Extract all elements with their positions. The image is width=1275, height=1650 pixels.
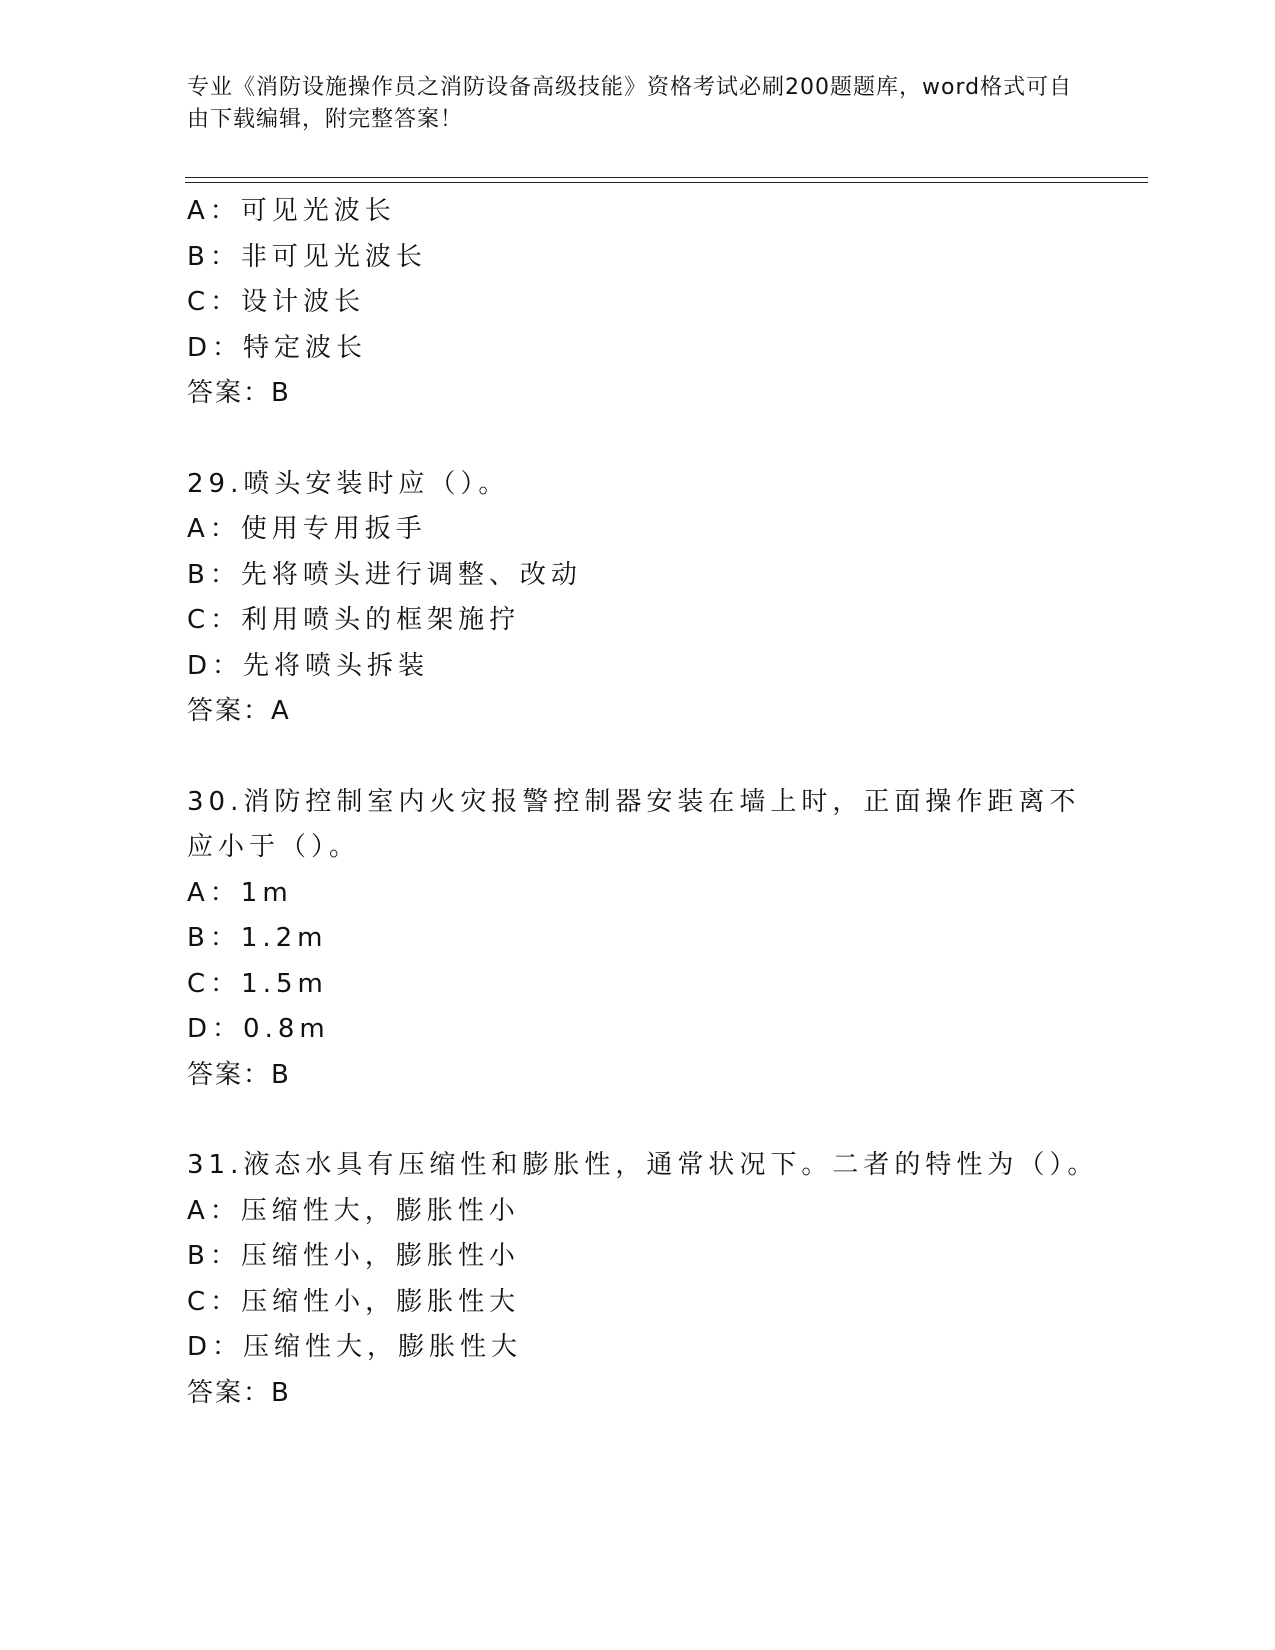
answer-line: 答案：B [187, 378, 291, 408]
spacer [187, 1098, 1087, 1143]
option-a: A：可见光波长 [187, 196, 396, 226]
option-d: D：先将喷头拆装 [187, 650, 430, 681]
document-body [187, 189, 1099, 1416]
header-rule-top [185, 177, 1148, 178]
option-b: B：非可见光波长 [187, 241, 427, 272]
option-b: B：先将喷头进行调整、改动 [187, 559, 582, 590]
option-d: D：压缩性大，膨胀性大 [187, 1332, 523, 1362]
spacer [187, 417, 1087, 462]
spacer [187, 735, 1087, 780]
answer-line: 答案：B [187, 1377, 291, 1408]
question-stem: 29.喷头安装时应（）。 [187, 468, 510, 499]
option-c: C：设计波长 [187, 287, 366, 317]
question-block-30 [187, 780, 1087, 1099]
option-d: D：0.8m [187, 1014, 330, 1044]
option-d: D：特定波长 [187, 332, 368, 363]
option-b: B：1.2m [187, 923, 328, 953]
option-c: C：利用喷头的框架施拧 [187, 605, 521, 635]
document-header: 专业《消防设施操作员之消防设备高级技能》资格考试必刷200题题库，word格式可自由下载编辑，附完整答案！ [187, 75, 1073, 132]
answer-line: 答案：A [187, 696, 291, 726]
header-rule-bottom [185, 182, 1148, 183]
option-a: A：1m [187, 877, 293, 908]
answer-line: 答案：B [187, 1059, 291, 1090]
question-stem: 30.消防控制室内火灾报警控制器安装在墙上时，正面操作距离不应小于（）。 [187, 786, 1081, 862]
option-a: A：压缩性大，膨胀性小 [187, 1195, 520, 1226]
option-a: A：使用专用扳手 [187, 514, 427, 544]
question-block-31 [187, 1143, 1099, 1416]
option-b: B：压缩性小，膨胀性小 [187, 1241, 520, 1271]
question-block-29 [187, 462, 1087, 735]
option-c: C：压缩性小，膨胀性大 [187, 1286, 521, 1317]
option-c: C：1.5m [187, 968, 328, 999]
question-stem: 31.液态水具有压缩性和膨胀性，通常状况下。二者的特性为（）。 [187, 1150, 1099, 1180]
question-block-28 [187, 189, 1087, 417]
